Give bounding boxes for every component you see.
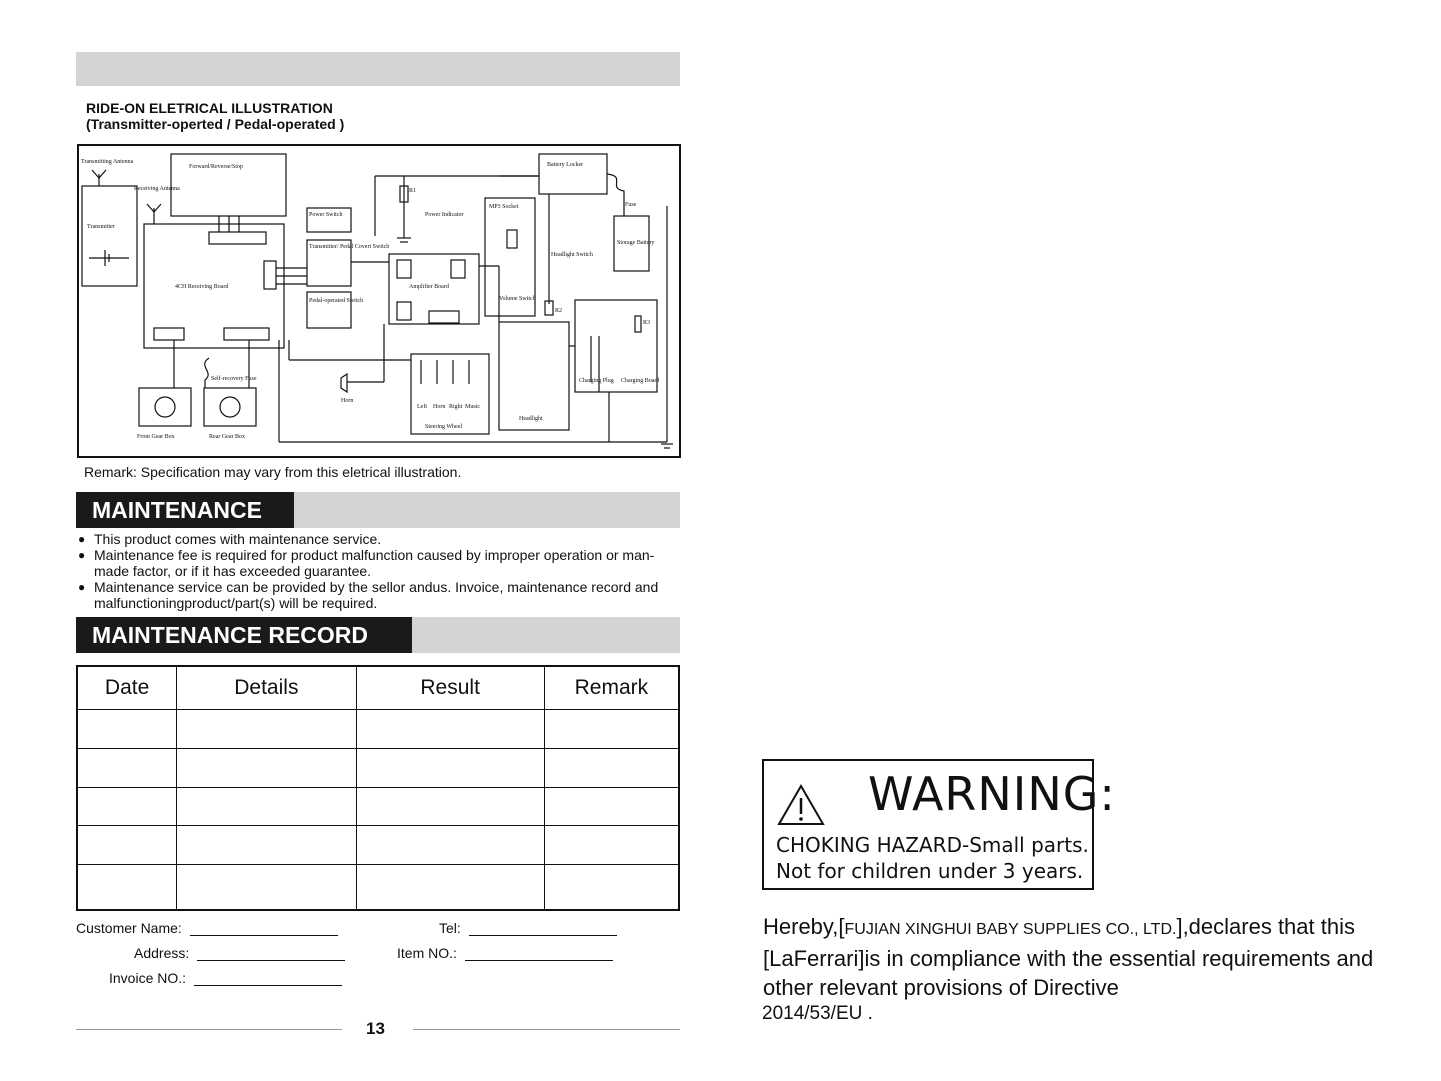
diagram-label-left: Left — [417, 404, 427, 410]
diagram-label-charging-board: Charging Board — [621, 378, 660, 384]
diagram-label-receiving-board: 4CH Receiving Board — [175, 284, 229, 290]
table-cell[interactable] — [177, 865, 356, 910]
diagram-label-headlight: Headlight — [519, 416, 543, 422]
diagram-label-power-indicator: Power Indicator — [425, 212, 464, 218]
page-number: 13 — [366, 1019, 385, 1038]
item-no-field[interactable] — [465, 946, 613, 961]
diagram-label-transmitter: Transmitter — [87, 224, 115, 230]
table-cell[interactable] — [356, 865, 544, 910]
diagram-label-charging-plug: Charging Plug — [579, 378, 614, 384]
diagram-label-transmitting-antenna: Transmitting Antenna — [81, 159, 134, 165]
warning-title: WARNING: — [868, 767, 1116, 821]
footer-rule-right — [413, 1029, 680, 1030]
customer-name-field[interactable] — [190, 921, 338, 936]
warning-line-1: CHOKING HAZARD-Small parts. — [776, 833, 1089, 857]
diagram-label-front-gear-box: Front Gear Box — [137, 434, 175, 440]
wiring-diagram-svg — [79, 146, 679, 456]
declaration-part2: ],declares that this [LaFerrari]is in compliance with the essential requirements and other relevant provisions of Directive — [763, 914, 1374, 1000]
table-cell[interactable] — [177, 826, 356, 865]
column-header-result: Result — [356, 666, 544, 710]
warning-triangle-icon — [776, 783, 826, 827]
table-cell[interactable] — [544, 787, 679, 826]
diagram-label-fuse: Fuse — [625, 202, 637, 208]
item-no-row — [397, 945, 613, 961]
diagram-label-r3: R3 — [643, 320, 651, 326]
diagram-label-steering-wheel: Steering Wheel — [425, 424, 463, 430]
table-cell[interactable] — [544, 748, 679, 787]
table-cell[interactable] — [77, 826, 177, 865]
table-cell[interactable] — [544, 865, 679, 910]
diagram-label-headlight-switch: Headlight Switch — [551, 252, 593, 258]
diagram-label-power-switch: Power Switch — [309, 212, 343, 218]
diagram-label-music: Music — [465, 404, 480, 410]
table-cell[interactable] — [177, 748, 356, 787]
tel-field[interactable] — [469, 921, 617, 936]
diagram-label-mp3-socket: MP3 Socket — [489, 204, 519, 210]
table-cell[interactable] — [77, 710, 177, 749]
warning-box — [762, 759, 1116, 890]
maintenance-list — [78, 531, 678, 611]
table-row — [77, 865, 679, 910]
column-header-details: Details — [177, 666, 356, 710]
illustration-title-line1: RIDE-ON ELETRICAL ILLUSTRATION — [86, 100, 333, 116]
diagram-label-self-recovery-fuse: Self-recovery Fuse — [211, 376, 257, 382]
table-cell[interactable] — [356, 710, 544, 749]
tel-row — [439, 920, 617, 936]
table-cell[interactable] — [544, 710, 679, 749]
address-row — [134, 945, 345, 961]
column-header-remark: Remark — [544, 666, 679, 710]
table-cell[interactable] — [77, 865, 177, 910]
table-header-row — [77, 666, 679, 710]
maintenance-item: ● This product comes with maintenance service. — [78, 531, 678, 547]
diagram-label-rear-gear-box: Rear Gear Box — [209, 434, 245, 440]
diagram-label-volume-switch: Volume Switch — [499, 296, 536, 302]
maintenance-record-heading: MAINTENANCE RECORD — [76, 617, 412, 653]
table-cell[interactable] — [356, 826, 544, 865]
table-cell[interactable] — [544, 826, 679, 865]
diagram-label-horn: Horn — [341, 398, 354, 404]
address-field[interactable] — [197, 946, 345, 961]
invoice-row — [109, 970, 342, 986]
diagram-label-storage-battery: Storage Battery — [617, 240, 655, 246]
diagram-label-r1: R1 — [409, 188, 417, 194]
diagram-label-forward-reverse-stop: Forward/Reverse/Stop — [189, 164, 243, 170]
customer-name-row — [76, 920, 338, 936]
column-header-date: Date — [77, 666, 177, 710]
table-cell[interactable] — [177, 710, 356, 749]
table-cell[interactable] — [77, 787, 177, 826]
item-no-label: Item NO.: — [397, 945, 457, 961]
illustration-title — [86, 100, 344, 132]
table-cell[interactable] — [356, 787, 544, 826]
diagram-label-convert-switch: Transmitter/ Pedal Covert Switch — [309, 244, 390, 250]
table-row — [77, 710, 679, 749]
table-cell[interactable] — [77, 748, 177, 787]
footer-rule-left — [76, 1029, 342, 1030]
address-label: Address: — [134, 945, 190, 961]
directive-number: 2014/53/EU . — [762, 1003, 873, 1024]
table-cell[interactable] — [177, 787, 356, 826]
illustration-title-line2: (Transmitter-operted / Pedal-operated ) — [86, 116, 345, 132]
diagram-label-receiving-antenna: Receiving Antenna — [134, 186, 180, 192]
warning-line-2: Not for children under 3 years. — [776, 859, 1084, 883]
declaration-part1: Hereby,[ — [763, 914, 845, 939]
tel-label: Tel: — [439, 920, 461, 936]
wiring-diagram — [77, 144, 681, 458]
declaration-text — [763, 912, 1383, 1002]
diagram-label-horn-button: Horn — [433, 404, 446, 410]
customer-name-label: Customer Name: — [76, 920, 182, 936]
diagram-label-r2: R2 — [555, 308, 563, 314]
diagram-label-battery-locker: Battery Locker — [547, 162, 584, 168]
declaration-company: FUJIAN XINGHUI BABY SUPPLIES CO., LTD. — [844, 921, 1177, 938]
diagram-label-amplifier-board: Amplifier Board — [409, 284, 449, 290]
invoice-label: Invoice NO.: — [109, 970, 187, 986]
diagram-label-right: Right — [449, 404, 463, 410]
maintenance-heading: MAINTENANCE — [76, 492, 294, 528]
table-row — [77, 748, 679, 787]
table-row — [77, 787, 679, 826]
table-row — [77, 826, 679, 865]
illustration-remark: Remark: Specification may vary from this eletrical illustration. — [84, 464, 462, 480]
invoice-field[interactable] — [194, 971, 342, 986]
maintenance-record-table — [76, 665, 680, 911]
maintenance-item: ● Maintenance service can be provided by the sellor andus. Invoice, maintenance record and malfunctioningproduct/part(s) will be required. — [78, 579, 678, 611]
table-cell[interactable] — [356, 748, 544, 787]
diagram-label-pedal-switch: Pedal-operated Switch — [309, 298, 364, 304]
header-bar — [76, 52, 680, 86]
maintenance-item: ● Maintenance fee is required for product malfunction caused by improper operation or man-made factor, or if it has exceeded guarantee. — [78, 547, 678, 579]
